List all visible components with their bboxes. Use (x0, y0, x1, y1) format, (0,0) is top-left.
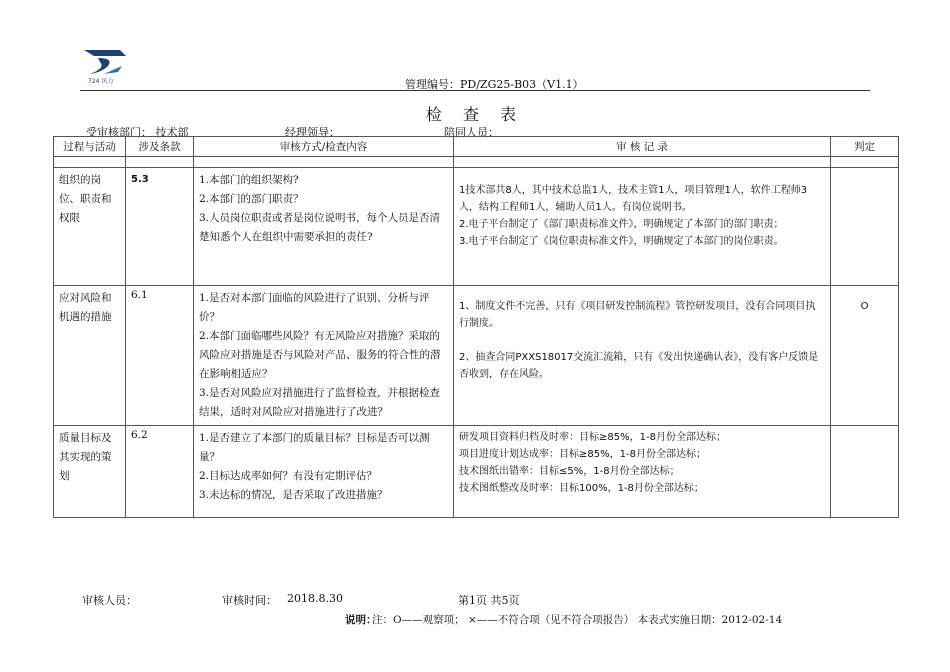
col-clause: 涉及条款 (126, 137, 194, 157)
process-cell: 质量目标及其实现的策划 (54, 426, 126, 518)
audit-time-label: 审核时间： (222, 594, 277, 607)
col-verdict: 判定 (831, 137, 899, 157)
verdict-cell: O (831, 286, 899, 426)
content-item: 2.目标达成率如何？有没有定期评估？ (199, 470, 378, 482)
table-header-row (54, 137, 899, 157)
content-item: 3.人员岗位职责或者是岗位说明书，每个人员是否清楚知悉个人在组织中需要承担的责任? (199, 212, 441, 243)
table-row (54, 168, 899, 286)
record-item: 3.电子平台制定了《岗位职责标准文件》，明确规定了本部门的岗位职责。 (459, 236, 784, 247)
content-cell (194, 426, 454, 518)
clause-cell: 5.3 (126, 168, 194, 286)
record-cell (454, 286, 831, 426)
page-title: 检 查 表 (425, 105, 525, 124)
content-item: 2.本部门的部门职责？ (199, 193, 304, 205)
content-item: 3.未达标的情况，是否采取了改进措施？ (199, 489, 388, 501)
record-item: 2.电子平台制定了《部门职责标准文件》，明确规定了本部门的部门职责； (459, 219, 784, 230)
header-divider (80, 90, 870, 91)
record-item: 技术图纸出错率：目标≤5%，1-8月份全部达标； (459, 466, 680, 477)
audited-dept: 受审核部门： 技术部 (86, 126, 189, 139)
content-item: 1.是否对本部门面临的风险进行了识别、分析与评价？ (199, 292, 430, 323)
col-process: 过程与活动 (54, 137, 126, 157)
note-text: 注：O——观察项； ×——不符合项（见不符合项报告） 本表式实施日期：2012-02-14 (372, 614, 783, 626)
col-content: 审核方式/检查内容 (194, 137, 454, 157)
content-item: 1.本部门的组织架构? (199, 174, 299, 186)
record-item: 技术图纸整改及时率：目标100%，1-8月份全部达标； (459, 483, 704, 494)
content-cell (194, 286, 454, 426)
spacer-row (54, 157, 899, 168)
process-cell: 组织的岗位、职责和权限 (54, 168, 126, 286)
content-cell (194, 168, 454, 286)
audit-time: 2018.8.30 (287, 592, 343, 605)
record-item: 2、抽查合同PXXS18017交流汇流箱，只有《发出快递确认表》，没有客户反馈是否收到，存在风险。 (459, 352, 819, 380)
record-item: 项目进度计划达成率：目标≥85%，1-8月份全部达标； (459, 449, 706, 460)
table-row (54, 426, 899, 518)
verdict-cell (831, 168, 899, 286)
process-cell: 应对风险和机遇的措施 (54, 286, 126, 426)
accompany-field: 陪同人员： (444, 126, 499, 139)
record-item: 1技术部共8人，其中技术总监1人，技术主管1人，项目管理1人，软件工程师3人，结构工程师1人，辅助人员1人。有岗位说明书。 (459, 185, 808, 213)
clause-cell: 6.2 (126, 426, 194, 518)
management-code: 管理编号：PD/ZG25-B03（V1.1） (405, 78, 584, 91)
page-number: 第1页 共5页 (458, 594, 520, 607)
record-cell (454, 426, 831, 518)
manager-field: 经理领导： (285, 126, 340, 139)
content-item: 2.本部门面临哪些风险？有无风险应对措施？采取的风险应对措施是否与风险对产品、服务的符合性的潜在影响相适应？ (199, 330, 441, 380)
content-item: 3.是否对风险应对措施进行了监督检查，并根据检查结果，适时对风险应对措施进行了改进？ (199, 387, 441, 418)
auditor-field: 审核人员： (82, 594, 137, 607)
note-label: 说明： (345, 614, 377, 626)
checklist-table (53, 136, 899, 518)
table-row (54, 286, 899, 426)
content-item: 1.是否建立了本部门的质量目标？目标是否可以测量？ (199, 432, 430, 463)
col-records: 审 核 记 录 (454, 137, 831, 157)
logo-text: 724 风力 (88, 78, 114, 85)
record-item: 1、制度文件不完善，只有《项目研发控制流程》管控研发项目，没有合同项目执行制度。 (459, 301, 816, 329)
record-item: 研发项目资料归档及时率：目标≥85%，1-8月份全部达标； (459, 432, 726, 443)
clause-cell: 6.1 (126, 286, 194, 426)
record-cell (454, 168, 831, 286)
verdict-cell (831, 426, 899, 518)
